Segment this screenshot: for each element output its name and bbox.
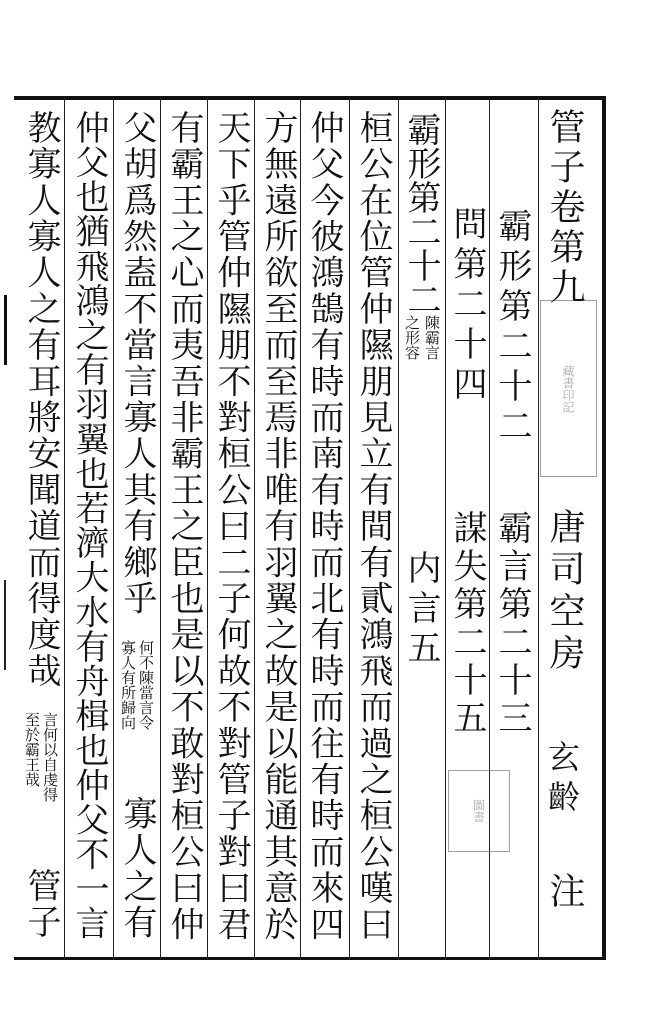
column-rule — [160, 96, 161, 960]
seal-stamp: 圖書 — [448, 770, 510, 852]
chapter-note: 之形容 — [403, 315, 421, 360]
text-column: 父胡爲然盍不當言寡人其有鄉乎 — [117, 110, 157, 617]
chapter-note: 陳霸言 — [423, 315, 441, 360]
text-column: 仲父也猶飛鴻之有羽翼也若濟大水有舟楫也仲父不一言 — [69, 110, 109, 941]
text-column: 寡人之有 — [117, 796, 157, 941]
column-rule — [349, 96, 350, 960]
text-column: 仲父今彼鴻鵠有時而南有時而北有時而往有時而來四 — [304, 110, 344, 943]
text-column: 管子 — [21, 868, 61, 941]
annotation: 寡人有所歸向 — [119, 640, 137, 730]
volume-title: 管子卷第九 — [544, 108, 585, 308]
toc-item: 謀失第二十五 — [447, 510, 487, 738]
annotation: 至於霸王哉 — [23, 712, 41, 787]
toc-item: 霸言第二十三 — [492, 510, 532, 738]
author-label: 唐司空房 — [544, 508, 585, 676]
text-column: 有霸王之心而夷吾非霸王之臣也是以不敢對桓公曰仲 — [164, 110, 204, 943]
column-rule — [445, 96, 446, 960]
section-label: 内言五 — [401, 550, 441, 670]
seal-stamp: 藏書印記 — [540, 300, 597, 477]
annotation: 何不陳當言令 — [137, 640, 155, 730]
annotation: 言何以自虔得 — [41, 712, 59, 802]
column-rule — [398, 96, 399, 960]
chapter-heading: 霸形第二十二 — [401, 112, 441, 316]
annotator-label: 注 — [544, 872, 585, 911]
column-rule — [538, 96, 539, 960]
text-column: 桓公在位管仲隰朋見立有間有貳鴻飛而過之桓公嘆曰 — [353, 110, 393, 943]
margin-mark — [4, 580, 18, 670]
margin-mark — [4, 295, 19, 365]
column-rule — [64, 96, 65, 960]
column-rule — [300, 96, 301, 960]
text-column: 教寡人寡人之有耳將安聞道而得度哉 — [21, 110, 61, 690]
text-column: 天下乎管仲隰朋不對桓公曰二子何故不對管子對曰君 — [211, 110, 251, 943]
column-rule — [254, 96, 255, 960]
author-name: 玄齡 — [543, 740, 581, 820]
toc-item: 問第二十四 — [447, 206, 487, 406]
text-column: 方無遠所欲至而至焉非唯有羽翼之故是以能通其意於 — [258, 110, 298, 943]
column-rule — [113, 96, 114, 960]
toc-item: 霸形第二十二 — [492, 208, 532, 448]
column-rule — [207, 96, 208, 960]
